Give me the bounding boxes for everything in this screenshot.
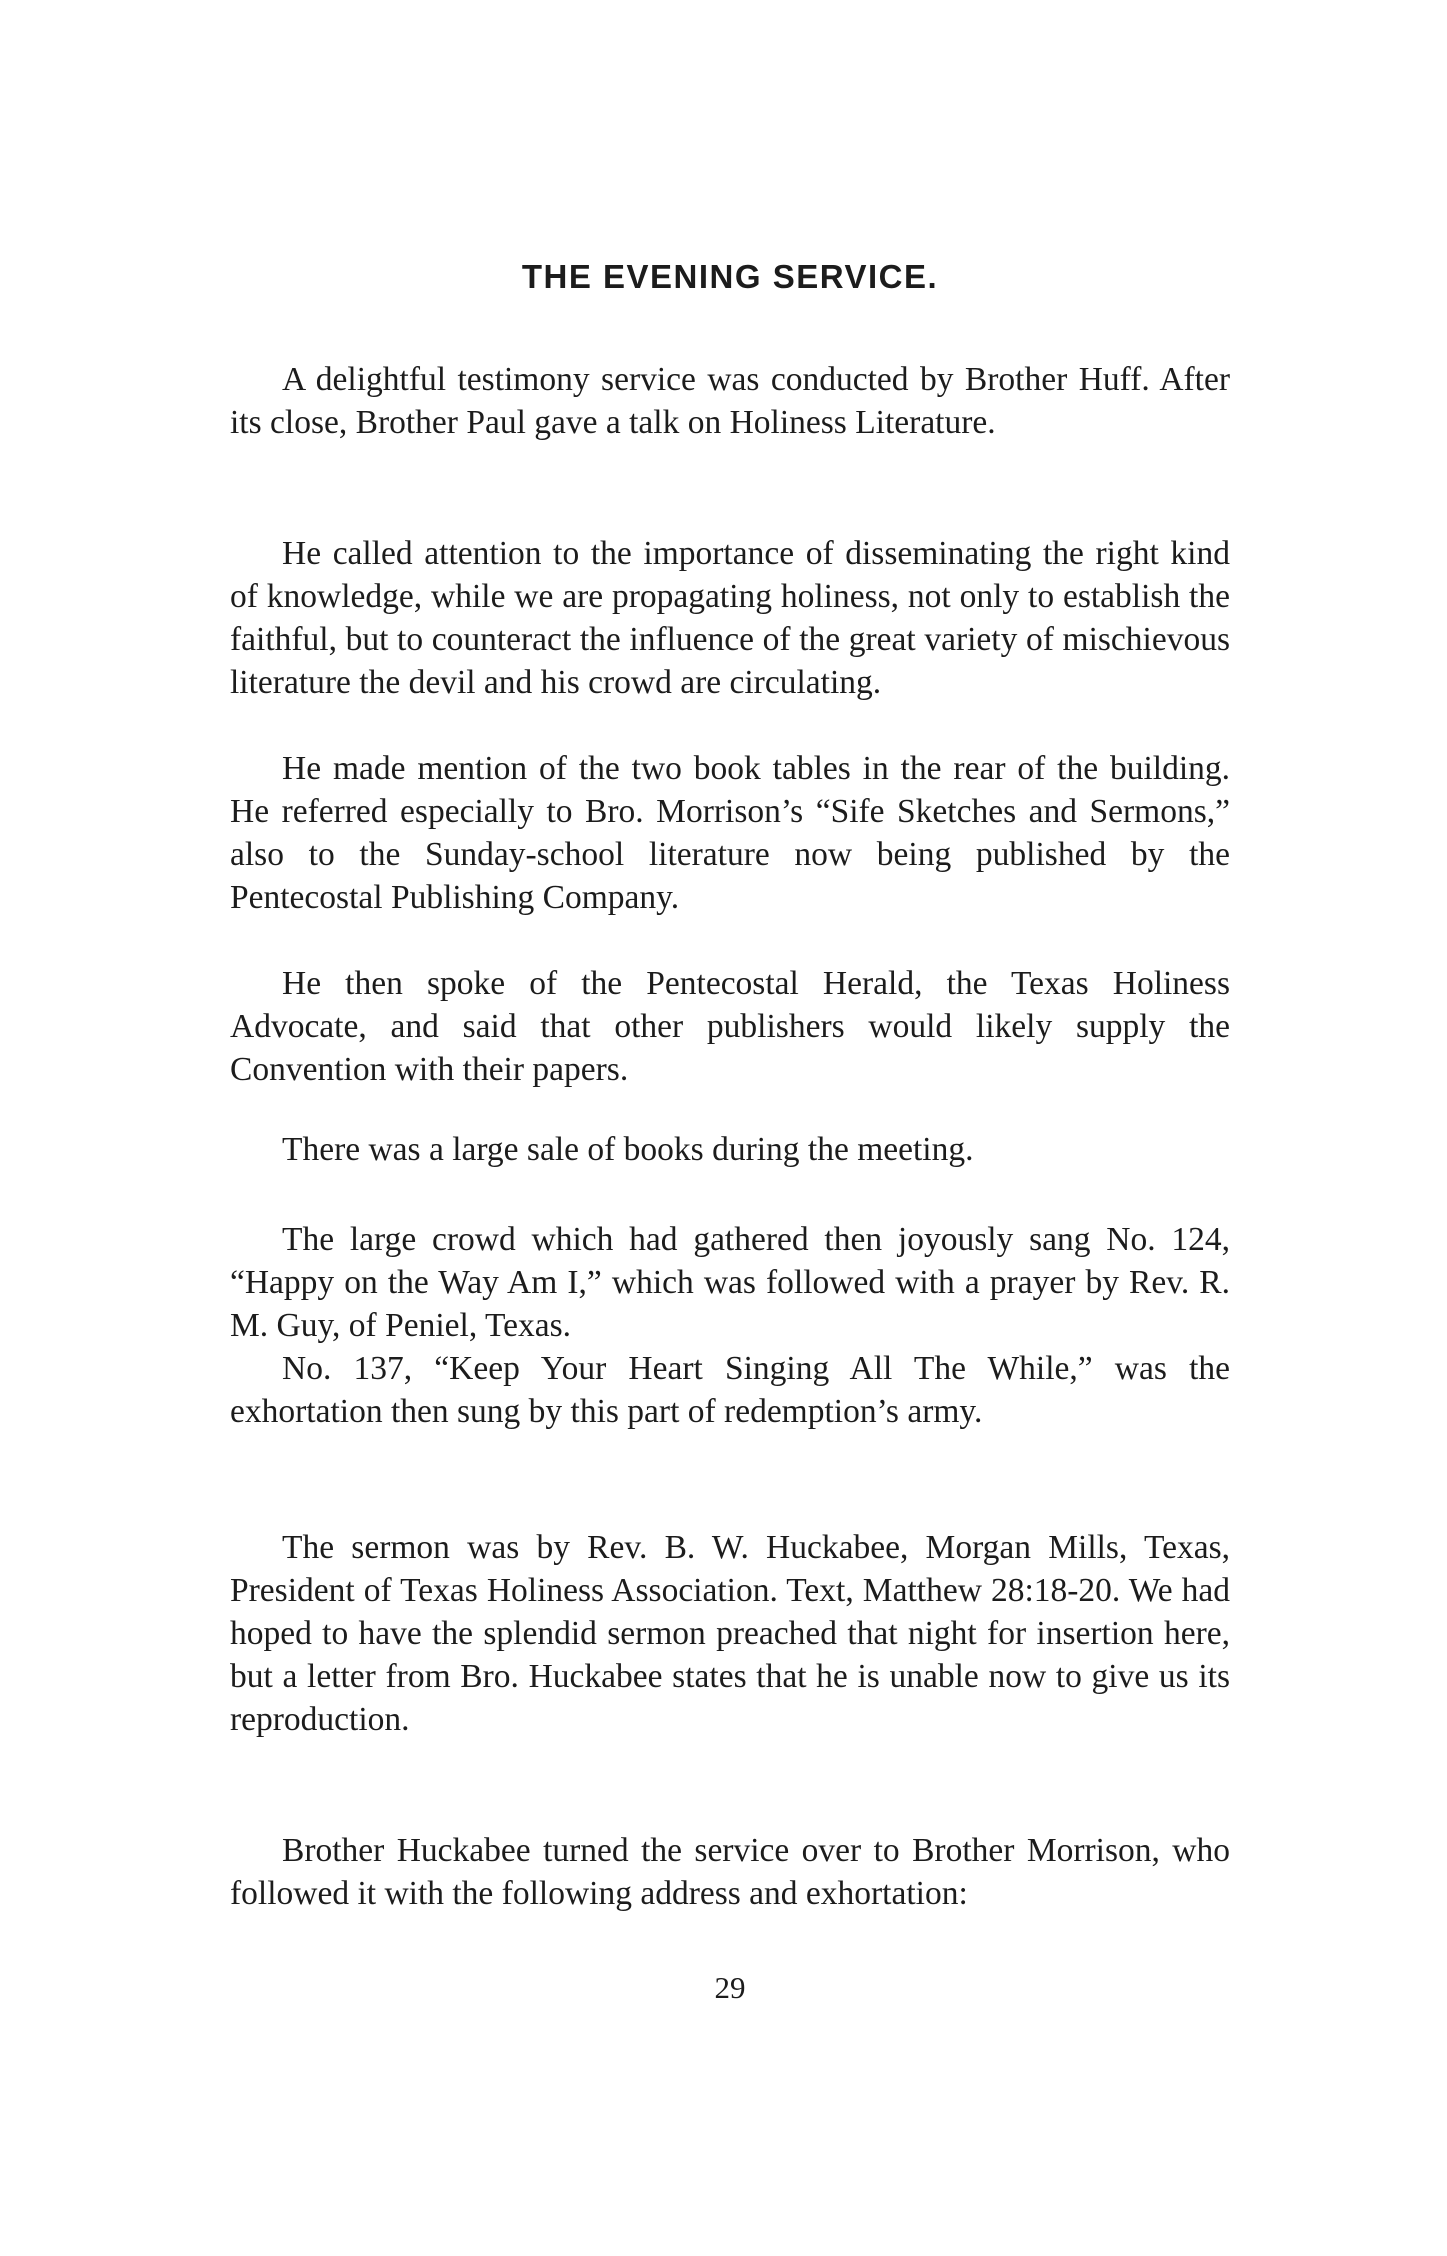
paragraph-sale-of-books: There was a large sale of books during the meeting. bbox=[282, 1131, 974, 1168]
paragraph-testimony-service: A delightful testimony service was conducted by Brother Huff. After its close, Brother Paul gave a talk on Holiness Literature. bbox=[230, 361, 1230, 441]
paragraph-hymn-137: No. 137, “Keep Your Heart Singing All The While,” was the exhortation then sung by this part of redemption’s army. bbox=[230, 1350, 1230, 1430]
paragraph-hymn-124: The large crowd which had gathered then joyously sang No. 124, “Happy on the Way Am I,” which was followed with a prayer by Rev. R. M. Guy, of Peniel, Texas. bbox=[230, 1221, 1230, 1344]
paragraph-brother-morrison: Brother Huckabee turned the service over to Brother Morrison, who followed it with the following address and exhortation: bbox=[230, 1832, 1230, 1912]
paragraph-disseminating-knowledge: He called attention to the importance of disseminating the right kind of knowledge, while we are propagating holiness, not only to establish the faithful, but to counteract the influence of the great variety of mischievous literature the devil and his crowd are circulating. bbox=[230, 535, 1230, 701]
paragraph-book-tables: He made mention of the two book tables in the rear of the building. He referred especially to Bro. Morrison’s “Sife Sketches and Sermons,” also to the Sunday-school literature now being published by the Pentecostal Publishing Company. bbox=[230, 750, 1230, 916]
paragraph-sermon: The sermon was by Rev. B. W. Huckabee, Morgan Mills, Texas, President of Texas Holiness Association. Text, Matthew 28:18-20. We had hoped to have the splendid sermon preached that night for insertion here, but a letter from Bro. Huckabee states that he is unable now to give us its reproduction. bbox=[230, 1529, 1230, 1738]
section-heading: THE EVENING SERVICE. bbox=[521, 258, 939, 295]
paragraph-pentecostal-herald: He then spoke of the Pentecostal Herald, the Texas Holiness Advocate, and said that other publishers would likely supply the Convention with their papers. bbox=[230, 965, 1230, 1088]
page-number: 29 bbox=[714, 1970, 746, 2005]
